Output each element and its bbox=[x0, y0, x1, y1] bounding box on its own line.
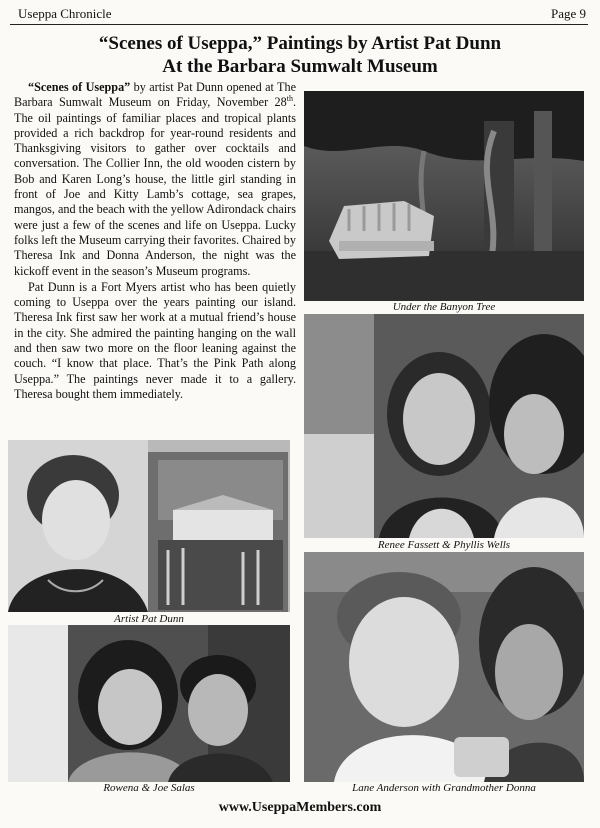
caption-banyan: Under the Banyon Tree bbox=[392, 301, 496, 313]
article-paragraph-1 bbox=[14, 80, 296, 279]
article-p1-text-a: by artist Pat Dunn opened at The Barbara Sumwalt Museum on Friday, November 28 bbox=[14, 80, 296, 110]
photo-rowena-joe bbox=[8, 625, 290, 782]
page-number: Page 9 bbox=[550, 6, 586, 21]
article-p1-text-b: . The oil paintings of familiar places and tropical plants provided a rich backdrop for year-round residents and Thanksgiving visitors to gather over cocktails and conversation. The Collier Inn, the old wooden cistern by Bob and Karen Long’s house, the little girl standing in front of Joe and Kitty Lamb’s cottage, sea grapes, mangos, and the beach with the yellow Adirondack chairs were just a few of the scenes and life on Useppa. Lucky folks left the Museum carrying their favorites. Chaired by Theresa Ink and Donna Anderson, the night was the kickoff event in the season’s Museum programs. bbox=[14, 95, 296, 278]
caption-rowena-joe: Rowena & Joe Salas bbox=[103, 782, 195, 794]
publication-name: Useppa Chronicle bbox=[18, 6, 112, 21]
article-body bbox=[14, 80, 296, 402]
headline bbox=[0, 32, 600, 78]
caption-renee-phyllis: Renee Fassett & Phyllis Wells bbox=[377, 539, 511, 551]
header-rule bbox=[10, 24, 588, 25]
article-paragraph-2: Pat Dunn is a Fort Myers artist who has been quietly coming to Useppa over the years painting our island. Theresa Ink first saw her work at a mutual friend’s house in the city. She admired the painting hanging on the wall and then saw two more on the floor leaning against the couch. “I know that place. That’s the Pink Path along Useppa.” The paintings never made it to a gallery. Theresa bought them immediately. bbox=[14, 279, 296, 401]
photo-banyan-painting bbox=[304, 91, 584, 301]
caption-lane-donna: Lane Anderson with Grandmother Donna bbox=[352, 782, 536, 794]
photo-renee-phyllis bbox=[304, 314, 584, 538]
footer-url: www.UseppaMembers.com bbox=[218, 800, 382, 815]
photo-pat-dunn bbox=[8, 440, 290, 612]
caption-pat-dunn: Artist Pat Dunn bbox=[114, 613, 184, 625]
article-p1-sup: th bbox=[286, 94, 293, 104]
headline-line-2: At the Barbara Sumwalt Museum bbox=[162, 56, 438, 77]
headline-line-1: “Scenes of Useppa,” Paintings by Artist Pat Dunn bbox=[98, 33, 502, 54]
article-lead: “Scenes of Useppa” bbox=[28, 80, 131, 94]
photo-lane-donna bbox=[304, 552, 584, 782]
